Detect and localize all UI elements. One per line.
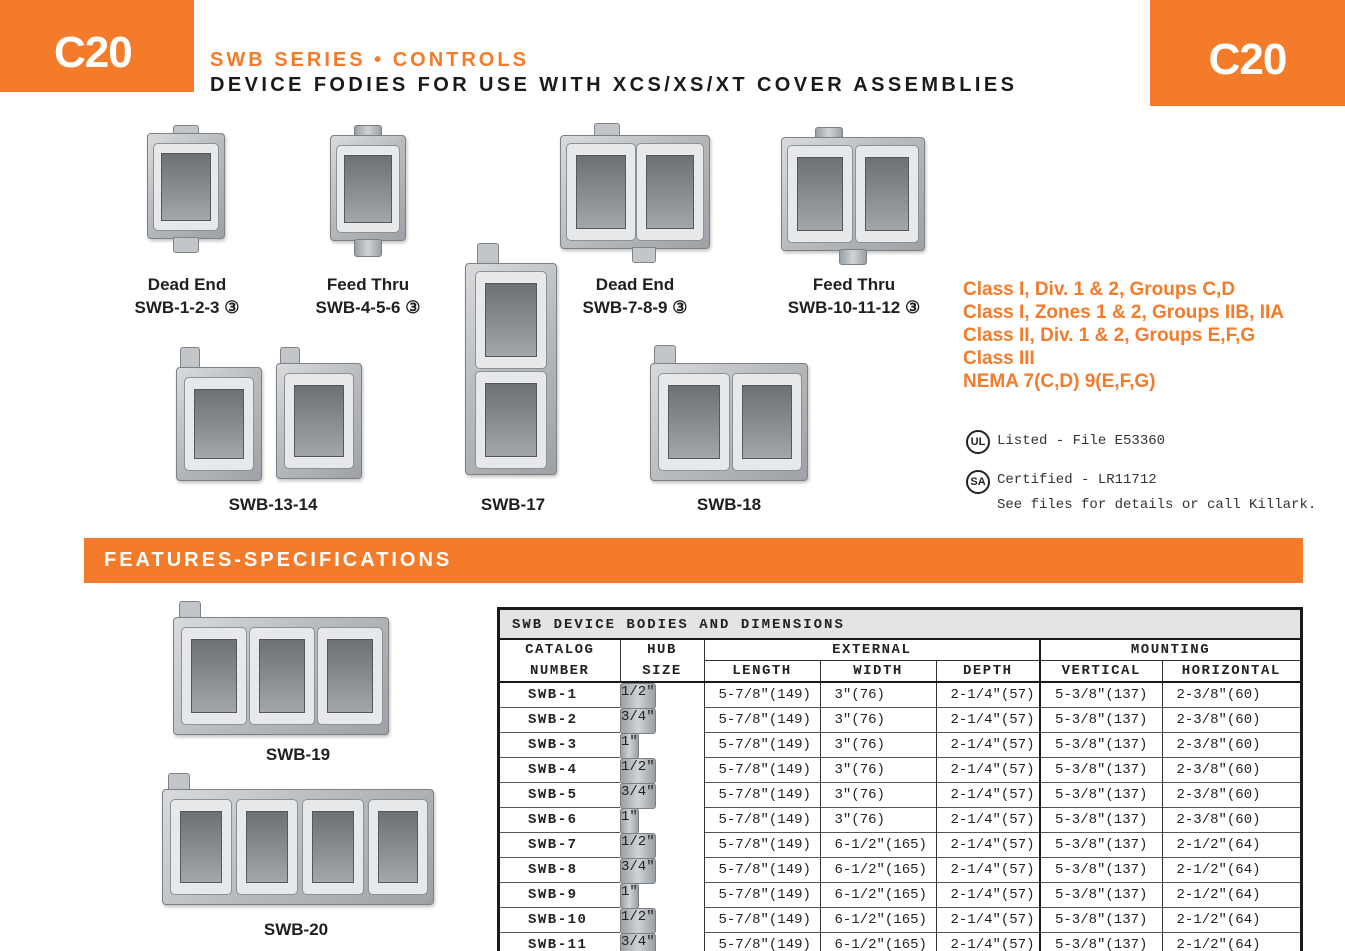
table-row <box>500 833 1300 858</box>
cell-mounting-horizontal: 2-1/2"(64) <box>1162 833 1300 858</box>
cell-length: 5-7/8"(149) <box>704 883 820 908</box>
cell-mounting-horizontal: 2-3/8"(60) <box>1162 808 1300 833</box>
product-label-swb-19 <box>223 743 373 766</box>
header-horizontal: HORIZONTAL <box>1162 661 1300 683</box>
cell-mounting-horizontal: 2-3/8"(60) <box>1162 708 1300 733</box>
cell-hub-size: 3/4" <box>620 933 656 951</box>
cell-depth: 2-1/4"(57) <box>936 808 1040 833</box>
cell-width: 3"(76) <box>820 758 936 783</box>
header-size: SIZE <box>620 661 704 683</box>
cell-length: 5-7/8"(149) <box>704 708 820 733</box>
cell-width: 6-1/2"(165) <box>820 833 936 858</box>
hazardous-location-classifications <box>963 278 1284 393</box>
cell-catalog-number: SWB-8 <box>500 858 620 883</box>
page-subtitle: DEVICE FODIES FOR USE WITH XCS/XS/XT COVER ASSEMBLIES <box>210 74 1018 96</box>
cell-depth: 2-1/4"(57) <box>936 908 1040 933</box>
page-code-left: C20 <box>0 0 194 92</box>
cell-width: 6-1/2"(165) <box>820 908 936 933</box>
header-length: LENGTH <box>704 661 820 683</box>
table-row <box>500 682 1300 708</box>
classification-item: NEMA 7(C,D) 9(E,F,G) <box>963 371 1156 392</box>
cell-mounting-vertical: 5-3/8"(137) <box>1040 908 1162 933</box>
cell-length: 5-7/8"(149) <box>704 833 820 858</box>
cell-width: 3"(76) <box>820 708 936 733</box>
product-type: Feed Thru <box>812 275 896 294</box>
cell-mounting-vertical: 5-3/8"(137) <box>1040 933 1162 951</box>
classification-item: Class III <box>963 348 1035 369</box>
cell-length: 5-7/8"(149) <box>704 783 820 808</box>
cell-mounting-vertical: 5-3/8"(137) <box>1040 833 1162 858</box>
cell-catalog-number: SWB-9 <box>500 883 620 908</box>
classification-item: Class II, Div. 1 & 2, Groups E,F,G <box>963 325 1256 346</box>
series-title: SWB SERIES • CONTROLS <box>210 49 529 71</box>
product-model: SWB-20 <box>263 920 329 939</box>
header-vertical: VERTICAL <box>1040 661 1162 683</box>
product-label-swb-13-14 <box>198 493 348 516</box>
header-catalog: CATALOG <box>525 642 595 659</box>
page-code-right: C20 <box>1150 0 1345 106</box>
cell-width: 3"(76) <box>820 783 936 808</box>
cell-catalog-number: SWB-2 <box>500 708 620 733</box>
features-specifications-heading: FEATURES-SPECIFICATIONS <box>84 538 1303 583</box>
cell-length: 5-7/8"(149) <box>704 733 820 758</box>
cell-depth: 2-1/4"(57) <box>936 783 1040 808</box>
header-width: WIDTH <box>820 661 936 683</box>
cell-hub-size: 1/2" <box>620 833 656 859</box>
table-row <box>500 708 1300 733</box>
cell-mounting-horizontal: 2-1/2"(64) <box>1162 883 1300 908</box>
cell-hub-size: 3/4" <box>620 783 656 809</box>
cell-mounting-horizontal: 2-1/2"(64) <box>1162 908 1300 933</box>
product-model: SWB-18 <box>696 495 762 514</box>
cell-width: 3"(76) <box>820 682 936 708</box>
cell-hub-size: 1/2" <box>620 683 656 709</box>
dimensions-table <box>497 607 1303 951</box>
product-image-swb-18 <box>650 345 808 483</box>
cell-depth: 2-1/4"(57) <box>936 758 1040 783</box>
cell-catalog-number: SWB-3 <box>500 733 620 758</box>
product-label-swb-10-11-12 <box>774 273 934 319</box>
product-type: Dead End <box>595 275 675 294</box>
cell-width: 3"(76) <box>820 733 936 758</box>
product-label-swb-18 <box>654 493 804 516</box>
product-image-swb-20 <box>162 773 434 907</box>
product-model: SWB-4-5-6 ③ <box>315 298 421 317</box>
cell-hub-size: 1" <box>620 733 639 759</box>
product-image-swb-10-11-12 <box>781 127 923 265</box>
product-image-swb-7-8-9 <box>560 123 708 263</box>
product-label-swb-17 <box>438 493 588 516</box>
header-depth: DEPTH <box>936 661 1040 683</box>
product-model: SWB-7-8-9 ③ <box>582 298 688 317</box>
cell-mounting-horizontal: 2-3/8"(60) <box>1162 783 1300 808</box>
cell-depth: 2-1/4"(57) <box>936 682 1040 708</box>
product-label-swb-4-5-6 <box>293 273 443 319</box>
product-model: SWB-1-2-3 ③ <box>134 298 240 317</box>
cell-depth: 2-1/4"(57) <box>936 933 1040 951</box>
cell-hub-size: 1/2" <box>620 758 656 784</box>
cell-hub-size: 1" <box>620 883 639 909</box>
cell-mounting-horizontal: 2-3/8"(60) <box>1162 758 1300 783</box>
table-row <box>500 758 1300 783</box>
header-external: EXTERNAL <box>704 640 1040 661</box>
product-label-swb-7-8-9 <box>560 273 710 319</box>
table-row <box>500 858 1300 883</box>
classification-item: Class I, Zones 1 & 2, Groups IIB, IIA <box>963 302 1284 323</box>
table-row <box>500 783 1300 808</box>
product-label-swb-20 <box>221 918 371 941</box>
table-row <box>500 808 1300 833</box>
product-type: Dead End <box>147 275 227 294</box>
header-hub: HUB <box>620 640 704 661</box>
cell-width: 6-1/2"(165) <box>820 933 936 951</box>
cell-depth: 2-1/4"(57) <box>936 733 1040 758</box>
cell-mounting-vertical: 5-3/8"(137) <box>1040 858 1162 883</box>
csa-certified-icon: SA <box>966 470 990 494</box>
cell-catalog-number: SWB-11 <box>500 933 620 951</box>
table-title: SWB DEVICE BODIES AND DIMENSIONS <box>500 610 1300 640</box>
table-body <box>500 682 1300 951</box>
product-image-swb-17 <box>465 243 557 475</box>
cell-mounting-vertical: 5-3/8"(137) <box>1040 733 1162 758</box>
ul-listed-icon: UL <box>966 430 990 454</box>
header-mounting: MOUNTING <box>1040 640 1300 661</box>
cell-width: 3"(76) <box>820 808 936 833</box>
csa-certification-text: Certified - LR11712 <box>997 472 1157 488</box>
cell-mounting-vertical: 5-3/8"(137) <box>1040 783 1162 808</box>
cell-mounting-vertical: 5-3/8"(137) <box>1040 758 1162 783</box>
cell-hub-size: 1/2" <box>620 908 656 934</box>
table-row <box>500 733 1300 758</box>
cell-catalog-number: SWB-7 <box>500 833 620 858</box>
cell-length: 5-7/8"(149) <box>704 808 820 833</box>
cell-length: 5-7/8"(149) <box>704 682 820 708</box>
table-row <box>500 908 1300 933</box>
product-model: SWB-13-14 <box>228 495 318 514</box>
cell-mounting-horizontal: 2-3/8"(60) <box>1162 682 1300 708</box>
cell-length: 5-7/8"(149) <box>704 858 820 883</box>
cell-mounting-horizontal: 2-1/2"(64) <box>1162 933 1300 951</box>
header-number: NUMBER <box>500 661 620 683</box>
cell-catalog-number: SWB-10 <box>500 908 620 933</box>
cell-mounting-vertical: 5-3/8"(137) <box>1040 883 1162 908</box>
product-model: SWB-17 <box>480 495 546 514</box>
cell-hub-size: 3/4" <box>620 708 656 734</box>
cell-mounting-vertical: 5-3/8"(137) <box>1040 682 1162 708</box>
product-type: Feed Thru <box>326 275 410 294</box>
cell-depth: 2-1/4"(57) <box>936 883 1040 908</box>
table-row <box>500 883 1300 908</box>
product-label-swb-1-2-3 <box>112 273 262 319</box>
product-image-swb-13-14 <box>176 347 370 485</box>
product-image-swb-4-5-6 <box>330 125 404 257</box>
certification-note: See files for details or call Killark. <box>997 497 1317 513</box>
cell-catalog-number: SWB-1 <box>500 682 620 708</box>
cell-length: 5-7/8"(149) <box>704 908 820 933</box>
cell-mounting-vertical: 5-3/8"(137) <box>1040 708 1162 733</box>
cell-depth: 2-1/4"(57) <box>936 833 1040 858</box>
cell-hub-size: 3/4" <box>620 858 656 884</box>
cell-length: 5-7/8"(149) <box>704 758 820 783</box>
product-model: SWB-10-11-12 ③ <box>787 298 921 317</box>
product-image-swb-19 <box>173 601 389 737</box>
cell-mounting-horizontal: 2-3/8"(60) <box>1162 733 1300 758</box>
cell-mounting-vertical: 5-3/8"(137) <box>1040 808 1162 833</box>
cell-mounting-horizontal: 2-1/2"(64) <box>1162 858 1300 883</box>
product-model: SWB-19 <box>265 745 331 764</box>
cell-width: 6-1/2"(165) <box>820 858 936 883</box>
cell-width: 6-1/2"(165) <box>820 883 936 908</box>
cell-depth: 2-1/4"(57) <box>936 858 1040 883</box>
cell-catalog-number: SWB-4 <box>500 758 620 783</box>
cell-catalog-number: SWB-6 <box>500 808 620 833</box>
classification-item: Class I, Div. 1 & 2, Groups C,D <box>963 279 1236 300</box>
cell-depth: 2-1/4"(57) <box>936 708 1040 733</box>
cell-length: 5-7/8"(149) <box>704 933 820 951</box>
cell-catalog-number: SWB-5 <box>500 783 620 808</box>
ul-listing-text: Listed - File E53360 <box>997 433 1166 449</box>
cell-hub-size: 1" <box>620 808 639 834</box>
product-image-swb-1-2-3 <box>147 125 223 253</box>
table-row <box>500 933 1300 951</box>
